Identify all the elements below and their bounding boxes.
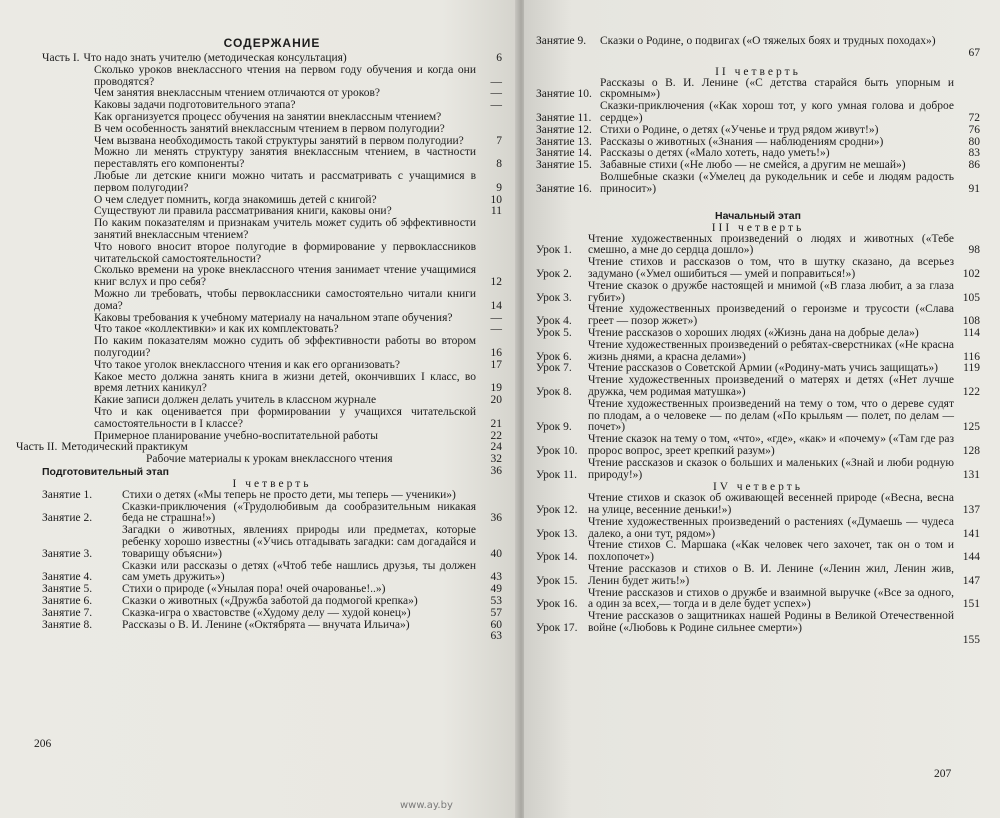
lesson-entry: [536, 36, 980, 48]
lesson-text: Волшебные сказки («Умелец да рукодельник и себе и людям радость приносит»): [600, 170, 954, 195]
lesson-page: 53: [490, 595, 502, 608]
quarter-2-heading: II четверть: [715, 65, 801, 78]
lesson-entry: [536, 517, 980, 541]
part-2-label: Часть II.: [16, 441, 58, 454]
lesson-page: 91: [968, 182, 980, 195]
question-page: —: [490, 99, 502, 112]
right-top-end-page-row: [536, 48, 980, 60]
lesson-page: 43: [490, 571, 502, 584]
question-page: 19: [490, 382, 502, 395]
question-entry: [42, 65, 502, 89]
question-text: Существуют ли правила рассматривания книги, каковы они?: [94, 205, 392, 218]
lesson-label: Урок 14.: [536, 551, 578, 564]
lesson-page: 131: [962, 468, 980, 481]
question-page: 11: [490, 205, 502, 218]
lesson-text: Сказки-приключения («Трудолюбивым да сообразительным никакая беда не страшна!»): [122, 500, 476, 525]
lesson-text: Сказки или рассказы о детях («Чтоб тебе нашлись друзья, ты должен сам уметь дружить»): [122, 559, 476, 584]
initial-stage-heading: Начальный этап: [715, 209, 801, 222]
right-top-end-page: 67: [968, 46, 980, 59]
lesson-label: Занятие 13.: [536, 135, 592, 148]
question-text: В чем особенность занятий внеклассным чтением в первом полугодии?: [94, 122, 445, 135]
lesson-label: Занятие 14.: [536, 147, 592, 160]
question-entry: [42, 407, 502, 431]
lesson-entry: [536, 588, 980, 612]
question-page: 20: [490, 394, 502, 407]
question-text: По каким показателям можно судить об эффективности работы во втором полугодии?: [94, 335, 476, 359]
lesson-label: Занятие 9.: [536, 35, 587, 47]
lesson-page: 137: [962, 504, 980, 517]
lesson-page: 86: [968, 159, 980, 172]
left-bottom-page: 63: [490, 630, 502, 643]
question-entry: [42, 124, 502, 136]
question-page: 22: [490, 429, 502, 442]
lesson-text: Чтение рассказов и стихов о В. И. Ленине («Ленин жил, Ленин жив, Ленин будет жить!»): [588, 563, 954, 587]
question-page: 21: [490, 417, 502, 430]
lesson-text: Чтение стихов и сказок об оживающей весенней природе («Весна, весна на улице, весенние деньки!»): [588, 492, 954, 517]
lesson-page: 49: [490, 583, 502, 596]
lesson-entry: [42, 561, 502, 585]
lesson-entry: [536, 340, 980, 364]
question-entry: [42, 112, 502, 124]
workbook-entry: [42, 454, 502, 466]
lesson-text: Чтение художественных произведений на тему о том, что о дереве судят по плодам, а о человеке — по делам («По крыльям — полет, по делам — почет»): [588, 397, 954, 434]
question-text: О чем следует помнить, когда знакомишь детей с книгой?: [94, 193, 377, 206]
question-entry: [42, 242, 502, 266]
question-page: 10: [490, 193, 502, 206]
lesson-text: Чтение рассказов и стихов о дружбе и взаимной выручке («Все за одного, а один за всех,— тогда и в деле будет успех»): [588, 586, 954, 611]
lesson-label: Занятие 12.: [536, 123, 592, 136]
quarter-1-heading: I четверть: [232, 477, 312, 490]
lesson-label: Занятие 1.: [42, 488, 93, 501]
part-1-text: Что надо знать учителю (методическая консультация): [83, 52, 347, 64]
lesson-entry: [536, 399, 980, 434]
lesson-page: 60: [490, 618, 502, 631]
lesson-entry: [536, 458, 980, 482]
question-text: Чем занятия внеклассным чтением отличаются от уроков?: [94, 87, 381, 100]
lesson-text: Чтение сказок о дружбе настоящей и мнимой («В глаза любит, а за глаза губит»): [588, 279, 954, 304]
workbook-text: Рабочие материалы к урокам внеклассного чтения: [146, 453, 393, 466]
question-text: Можно ли менять структуру занятия внеклассным чтением, в частности переставлять его компоненты?: [94, 146, 476, 171]
lesson-label: Занятие 4.: [42, 571, 93, 584]
left-bottom-page-row: [42, 631, 502, 643]
lesson-text: Сказки-приключения («Как хорош тот, у кого умная голова и доброе сердце»): [600, 100, 954, 124]
question-page: —: [490, 311, 502, 324]
lesson-entry: [536, 375, 980, 399]
lesson-label: Занятие 7.: [42, 606, 93, 619]
quarter-1-lessons: [42, 490, 502, 632]
lesson-entry: [536, 172, 980, 196]
lesson-label: Урок 5.: [536, 326, 572, 339]
question-text: Какие записи должен делать учитель в классном журнале: [94, 394, 377, 407]
question-text: Как организуется процесс обучения на занятии внеклассным чтением?: [94, 110, 442, 123]
lesson-text: Сказки о Родине, о подвигах («О тяжелых боях и трудных походах»): [600, 35, 936, 47]
lesson-entry: [536, 101, 980, 125]
lesson-entry: [42, 525, 502, 560]
question-text: Что такое «коллективки» и как их комплектовать?: [94, 323, 339, 336]
question-text: Каковы задачи подготовительного этапа?: [94, 99, 296, 112]
lesson-text: Чтение сказок на тему о том, «что», «где», «как» и «почему» («Там где раз пророс вопрос, зреет крепкий разум»): [588, 433, 954, 457]
lesson-label: Урок 1.: [536, 244, 572, 257]
lesson-text: Рассказы о В. И. Ленине («С детства старайся быть упорным и скромным»): [600, 76, 954, 101]
question-text: По каким показателям и признакам учитель может судить об эффективности занятий внеклассным чтением?: [94, 217, 476, 241]
lesson-text: Чтение художественных произведений о ребятах-сверстниках («Не красна жизнь днями, а красна делами»): [588, 338, 954, 363]
lesson-entry: [536, 328, 980, 340]
lesson-entry: [536, 611, 980, 635]
question-text: Что и как оценивается при формировании у учащихся читательской самостоятельности в I классе?: [94, 405, 476, 430]
lesson-label: Урок 12.: [536, 504, 578, 517]
lesson-entry: [536, 434, 980, 458]
lesson-entry: [536, 304, 980, 328]
lesson-text: Загадки о животных, явлениях природы или предметах, которые ребенку хорошо известны («Учись отгадывать загадки: сам догадайся и товарищу объясни»): [122, 524, 476, 560]
question-page: 14: [490, 299, 502, 312]
contents-title: СОДЕРЖАНИЕ: [223, 36, 321, 50]
question-page: 16: [490, 346, 502, 359]
lesson-text: Стихи о природе («Унылая пора! очей очарованье!..»): [122, 583, 386, 596]
lesson-label: Урок 4.: [536, 315, 572, 328]
prep-stage-page: 36: [490, 465, 502, 478]
question-page: —: [490, 87, 502, 100]
lesson-entry: [42, 620, 502, 632]
lesson-label: Урок 11.: [536, 468, 578, 481]
question-entry: [42, 265, 502, 289]
prep-stage-heading: Подготовительный этап: [42, 465, 169, 478]
lesson-label: Урок 15.: [536, 574, 578, 587]
question-text: Сколько уроков внеклассного чтения на первом году обучения и когда они проводятся?: [94, 63, 476, 88]
lesson-entry: [536, 493, 980, 517]
question-page: 12: [490, 276, 502, 289]
lesson-page: 98: [968, 244, 980, 257]
lesson-label: Урок 16.: [536, 598, 578, 611]
lesson-page: 36: [490, 512, 502, 525]
lesson-label: Урок 6.: [536, 350, 572, 363]
lesson-label: Урок 3.: [536, 291, 572, 304]
question-page: 8: [496, 158, 502, 171]
lesson-entry: [42, 608, 502, 620]
left-page-number: 206: [34, 738, 52, 750]
question-page: 9: [496, 181, 502, 194]
question-text: Примерное планирование учебно-воспитательной работы: [94, 429, 378, 442]
lesson-text: Чтение художественных произведений о матерях и детях («Нет лучше дружка, чем родимая матушка»): [588, 374, 954, 398]
lesson-label: Занятие 3.: [42, 547, 93, 560]
question-text: Любые ли детские книги можно читать и рассматривать с учащимися в первом полугодии?: [94, 169, 476, 194]
right-end-page-row: [536, 635, 980, 647]
lesson-page: 119: [963, 362, 980, 375]
question-entry: [42, 360, 502, 372]
lesson-text: Чтение художественных произведений о растениях («Думаешь — чудеса далеко, а они тут, рядом»): [588, 515, 954, 540]
right-page: [524, 0, 1000, 818]
lesson-text: Чтение стихов С. Маршака («Как человек чего захочет, так он о том и похлопочет»): [588, 539, 954, 564]
question-text: Можно ли требовать, чтобы первоклассники самостоятельно читали книги дома?: [94, 287, 476, 312]
lesson-entry: [536, 281, 980, 305]
lesson-entry: [536, 564, 980, 588]
question-entry: [42, 218, 502, 242]
question-page: —: [490, 75, 502, 88]
lesson-entry: [42, 490, 502, 502]
lesson-entry: [536, 234, 980, 258]
lesson-label: Урок 17.: [536, 622, 578, 635]
lesson-text: Рассказы о животных («Знания — наблюдениям сродни»): [600, 135, 884, 148]
lesson-label: Урок 13.: [536, 527, 578, 540]
question-entry: [42, 372, 502, 396]
question-entry: [42, 336, 502, 360]
lesson-text: Забавные стихи («Не любо — не смейся, а другим не мешай»): [600, 159, 906, 172]
question-text: Чем вызвана необходимость такой структуры занятий в первом полугодии?: [94, 134, 464, 147]
lesson-label: Урок 8.: [536, 385, 572, 398]
quarter-3-heading: III четверть: [711, 221, 805, 234]
lesson-text: Чтение художественных произведений о людях и животных («Тебе смешно, а мне до сердца дошло»): [588, 232, 954, 257]
right-end-page: 155: [962, 633, 980, 646]
lesson-text: Чтение рассказов и сказок о больших и маленьких («Знай и люби родную природу!»): [588, 456, 954, 481]
lesson-entry: [536, 78, 980, 102]
lesson-page: 116: [963, 350, 980, 363]
lesson-page: 125: [962, 421, 980, 434]
lesson-entry: [536, 125, 980, 137]
lesson-label: Урок 7.: [536, 362, 572, 375]
lesson-label: Занятие 11.: [536, 111, 592, 124]
quarter-1-continued: [536, 36, 980, 48]
lesson-page: 40: [490, 547, 502, 560]
lesson-text: Чтение рассказов о защитниках нашей Родины в Великой Отечественной войне («Любовь к Родине сильнее смерти»): [588, 610, 954, 635]
lesson-label: Занятие 10.: [536, 88, 592, 101]
lesson-label: Занятие 5.: [42, 583, 93, 596]
question-entry: [42, 171, 502, 195]
lesson-page: 76: [968, 123, 980, 136]
workbook-page: 32: [490, 453, 502, 466]
question-text: Каковы требования к учебному материалу на начальном этапе обучения?: [94, 311, 453, 324]
lesson-page: 114: [963, 326, 980, 339]
lesson-text: Чтение стихов и рассказов о том, что в шутку сказано, да всерьез задумано («Умел ошибиться — умей и поправиться!»): [588, 256, 954, 280]
lesson-page: 128: [962, 444, 980, 457]
quarter-3-lessons: [536, 234, 980, 482]
lesson-text: Стихи о Родине, о детях («Ученье и труд рядом живут!»): [600, 123, 879, 136]
lesson-entry: [536, 540, 980, 564]
part-2-text: Методический практикум: [61, 441, 188, 454]
lesson-page: 147: [962, 574, 980, 587]
part-2-page: 24: [490, 441, 502, 454]
question-text: Сколько времени на уроке внеклассного чтения занимает чтение учащимися книг вслух и про себя?: [94, 264, 476, 289]
part-2-items: [42, 454, 502, 466]
lesson-page: 122: [962, 385, 980, 398]
lesson-text: Рассказы о В. И. Ленине («Октябрята — внучата Ильича»): [122, 618, 410, 631]
lesson-text: Чтение рассказов о хороших людях («Жизнь дана на добрые дела»): [588, 326, 919, 339]
lesson-label: Урок 2.: [536, 267, 572, 280]
lesson-page: 72: [968, 111, 980, 124]
lesson-page: 144: [962, 551, 980, 564]
lesson-label: Занятие 15.: [536, 159, 592, 172]
lesson-entry: [536, 257, 980, 281]
lesson-label: Занятие 2.: [42, 512, 93, 525]
part-1-items: [42, 65, 502, 443]
lesson-text: Чтение художественных произведений о героизме и трусости («Слава греет — позор жжет»): [588, 303, 954, 328]
lesson-page: 108: [962, 315, 980, 328]
lesson-page: 102: [962, 267, 980, 280]
part-1-label: Часть I.: [42, 52, 80, 64]
question-entry: [42, 289, 502, 313]
lesson-entry: [42, 502, 502, 526]
quarter-4-lessons: [536, 493, 980, 635]
lesson-label: Урок 9.: [536, 421, 572, 434]
lesson-page: 80: [968, 135, 980, 148]
lesson-page: 151: [962, 598, 980, 611]
lesson-label: Занятие 16.: [536, 182, 592, 195]
question-page: 7: [496, 134, 502, 147]
part-1-page: 6: [496, 52, 502, 64]
lesson-label: Занятие 6.: [42, 595, 93, 608]
lesson-text: Рассказы о детях («Мало хотеть, надо уметь!»): [600, 147, 830, 160]
question-text: Что нового вносит второе полугодие в формирование у первоклассников читательской самостоятельности?: [94, 240, 476, 265]
question-page: 17: [490, 358, 502, 371]
lesson-text: Сказки о животных («Дружба заботой да подмогой крепка»): [122, 595, 418, 608]
lesson-label: Урок 10.: [536, 444, 578, 457]
prep-stage-row: [42, 466, 502, 478]
question-entry: [42, 147, 502, 171]
lesson-page: 105: [962, 291, 980, 304]
question-text: Какое место должна занять книга в жизни детей, окончивших I класс, во время летних каникул?: [94, 370, 476, 395]
watermark: www.ay.by: [400, 800, 453, 811]
lesson-label: Занятие 8.: [42, 618, 93, 631]
lesson-page: 141: [962, 527, 980, 540]
quarter-2-lessons: [536, 78, 980, 196]
right-page-number: 207: [934, 768, 952, 780]
quarter-4-heading: IV четверть: [712, 481, 804, 494]
lesson-text: Сказка-игра о хвастовстве («Худому делу — худой конец»): [122, 606, 411, 619]
question-text: Что такое уголок внеклассного чтения и как его организовать?: [94, 358, 401, 371]
lesson-text: Чтение рассказов о Советской Армии («Родину-мать учись защищать»): [588, 362, 938, 375]
lesson-page: 83: [968, 147, 980, 160]
lesson-text: Стихи о детях («Мы теперь не просто дети, мы теперь — ученики»): [122, 488, 456, 501]
lesson-page: 57: [490, 606, 502, 619]
question-page: —: [490, 323, 502, 336]
